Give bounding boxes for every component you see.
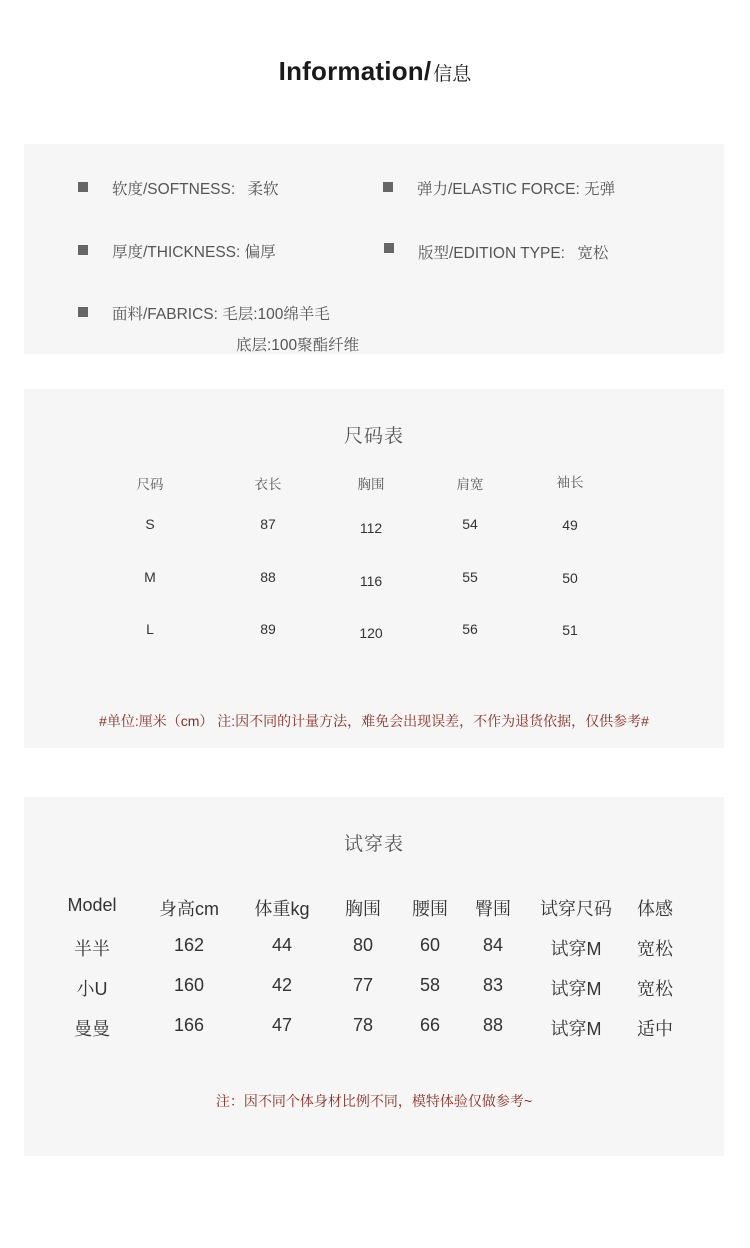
attr-fabrics — [112, 302, 330, 324]
fit-table-cell: 42 — [271, 975, 293, 995]
attr-elastic-value: 无弹 — [584, 181, 616, 198]
size-table-cell: L — [146, 621, 154, 637]
fit-table-cell: 宽松 — [637, 979, 673, 999]
fit-table-cell: 160 — [173, 975, 205, 995]
fit-table-header: 臀围 — [475, 899, 511, 919]
size-table-header: 肩宽 — [456, 477, 484, 492]
size-table-cell: 55 — [462, 569, 478, 585]
fit-table-cell: 80 — [352, 935, 374, 955]
fit-table-cell: 78 — [352, 1015, 374, 1035]
attr-fabrics-value-2: 底层:100聚酯纤维 — [236, 337, 360, 354]
attr-softness-label: 软度/SOFTNESS: — [112, 181, 236, 198]
bullet-square-icon — [78, 182, 88, 192]
page-title — [0, 56, 750, 87]
attr-elastic — [417, 177, 615, 199]
fit-table-note: 注：因不同个体身材比例不同，模特体验仅做参考~ — [215, 1093, 533, 1109]
size-table-cell: M — [144, 569, 156, 585]
fit-table-header: 体感 — [637, 899, 673, 919]
size-table-cell: 112 — [359, 520, 383, 536]
fit-table-cell: 162 — [173, 935, 205, 955]
fit-table-header: 身高cm — [159, 899, 219, 919]
fit-table-header: 胸围 — [345, 899, 381, 919]
bullet-square-icon — [384, 243, 394, 253]
attr-thickness — [112, 240, 276, 262]
attr-softness — [112, 177, 278, 199]
attr-edition-label: 版型/EDITION TYPE: — [418, 245, 565, 262]
size-table-cell: 50 — [562, 570, 578, 586]
size-table-cell: 120 — [359, 625, 383, 641]
fit-table-cell: 83 — [482, 975, 504, 995]
fit-table-header: 体重kg — [254, 899, 310, 919]
attr-edition-value: 宽松 — [577, 245, 609, 262]
size-table-cell: 88 — [260, 569, 276, 585]
attributes-panel — [24, 144, 724, 354]
size-table-panel — [24, 389, 724, 748]
fit-table-cell: 试穿M — [550, 939, 602, 959]
fit-table-cell: 77 — [352, 975, 374, 995]
size-table-title: 尺码表 — [343, 426, 404, 447]
attr-thickness-label: 厚度/THICKNESS: — [112, 244, 241, 261]
fit-table-cell: 试穿M — [550, 979, 602, 999]
fit-table-cell: 166 — [173, 1015, 205, 1035]
fit-table-title: 试穿表 — [343, 834, 404, 855]
fit-table-cell: 84 — [482, 935, 504, 955]
fit-table-cell: 66 — [419, 1015, 441, 1035]
attr-softness-value: 柔软 — [247, 181, 279, 198]
size-table-header: 胸围 — [357, 477, 385, 492]
fit-table-cell: 半半 — [74, 939, 110, 959]
fit-table-cell: 88 — [482, 1015, 504, 1035]
fit-table-cell: 58 — [419, 975, 441, 995]
fit-table-header: Model — [67, 895, 117, 915]
size-table-cell: 51 — [562, 622, 578, 638]
fit-table-header: 腰围 — [412, 899, 448, 919]
size-table-cell: 87 — [260, 516, 276, 532]
fit-table-cell: 试穿M — [550, 1019, 602, 1039]
bullet-square-icon — [78, 245, 88, 255]
size-table-header: 袖长 — [556, 475, 584, 490]
fit-table-cell: 小U — [76, 979, 108, 999]
title-cn: 信息 — [433, 64, 472, 85]
size-table-cell: 89 — [260, 621, 276, 637]
attr-elastic-label: 弹力/ELASTIC FORCE: — [417, 181, 580, 198]
title-en: Information/ — [278, 56, 432, 86]
size-table-cell: 116 — [359, 573, 383, 589]
fit-table-cell: 47 — [271, 1015, 293, 1035]
fit-table-cell: 宽松 — [637, 939, 673, 959]
fit-table-cell: 60 — [419, 935, 441, 955]
size-table-cell: S — [145, 516, 155, 532]
bullet-square-icon — [78, 307, 88, 317]
size-table-header: 衣长 — [254, 477, 282, 492]
size-table-cell: 49 — [562, 517, 578, 533]
bullet-square-icon — [383, 182, 393, 192]
size-table-header: 尺码 — [136, 477, 164, 492]
fit-table-header: 试穿尺码 — [540, 899, 612, 919]
size-table-cell: 54 — [462, 516, 478, 532]
fit-table-cell: 适中 — [637, 1019, 673, 1039]
size-table-cell: 56 — [462, 621, 478, 637]
size-table-note: #单位:厘米（cm） 注:因不同的计量方法，难免会出现误差，不作为退货依据，仅供参考# — [99, 713, 649, 729]
fit-table-cell: 44 — [271, 935, 293, 955]
attr-edition — [418, 241, 608, 263]
fit-table-cell: 曼曼 — [74, 1019, 110, 1039]
attr-fabrics-value: 毛层:100绵羊毛 — [222, 306, 330, 323]
attr-fabrics-label: 面料/FABRICS: — [112, 306, 218, 323]
attr-thickness-value: 偏厚 — [244, 244, 276, 261]
fit-table-panel — [24, 797, 724, 1156]
